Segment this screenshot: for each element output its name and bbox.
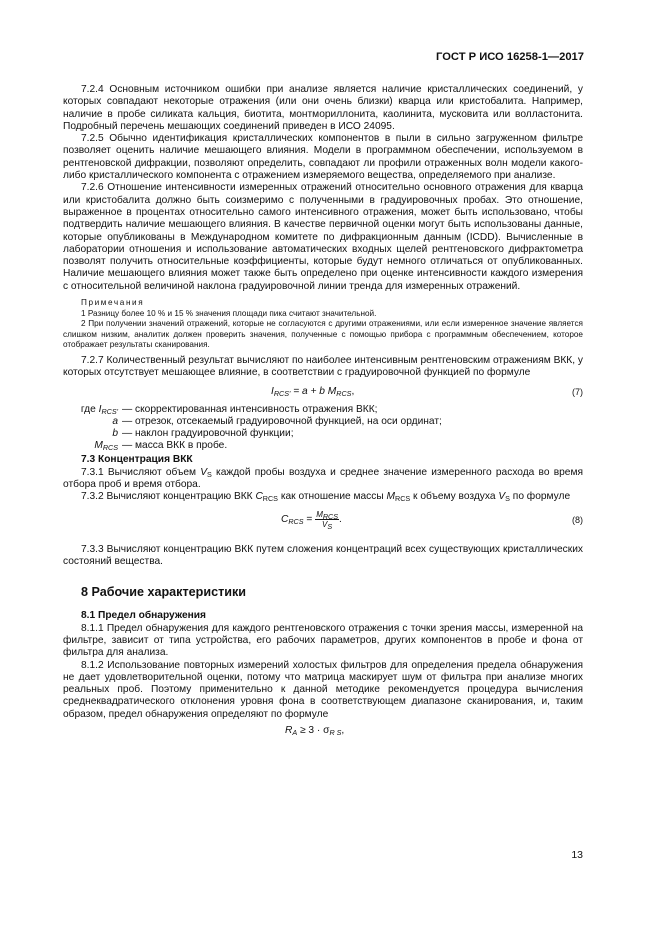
formula-9: [63, 721, 583, 745]
paragraph-7-3-2: 7.3.2 Вычисляют концентрацию ВКК $C_{RCS}$ как отношение массы $M_{RCS}$ к объему воздуха $V_S$ по формуле: [81, 491, 571, 504]
note-1: 1 Разницу более 10 % и 15 % значения площади пика считают значительной.: [81, 308, 377, 318]
notes-heading: Примечания: [81, 298, 145, 308]
paragraph-7-2-7: 7.2.7 Количественный результат вычисляют по наиболее интенсивным рентгеновским отражениям ВКК, у которых отсутствует мешающее влияние, в соответствии с градуировочной функцией по формуле: [63, 354, 583, 379]
document-header: ГОСТ Р ИСО 16258-1—2017: [436, 51, 584, 63]
section-8-1-heading: 8.1 Предел обнаружения: [81, 610, 206, 622]
paragraph-8-1-2: 8.1.2 Использование повторных измерений холостых фильтров для определения предела обнаружения не дает удовлетворительной оценки, потому что матрица маскирует шум от фильтра при анализе многих реальных проб. Поэтому применительно к данной методике рекомендуется процедура вычисления среднеквадратического отклонения уровня фона в соответствующем диапазоне сканирования, и, таким образом, предел обнаружения определяют по формуле: [63, 659, 583, 720]
paragraph-8-1-1: 8.1.1 Предел обнаружения для каждого рентгеновского отражения с точки зрения массы, измеренной на фильтре, зависит от типа устройства, его рабочих параметров, других компонентов в пробе и фона от фильтра для анализа.: [63, 622, 583, 659]
formula-7-number: (7): [572, 386, 583, 397]
paragraph-7-2-6: 7.2.6 Отношение интенсивности измеренных отражений относительно основного отражения для кварца или кристобалита должно быть соизмеримо с полученными в градуировочных пробах. Это отношение, выраженное в процентах относительно самого интенсивного отражения, может быть использовано, чтобы подтвердить наличие мешающего влияния. В качестве первичной оценки могут быть использованы данные, которые опубликованы в Международном комитете по дифракционным данным (ICDD). Вычисленные в лаборатории отношения и использование автоматических входных щелей рентгеновского дифрактометра позволят получить относительные коэффициенты, которые будут немного отличаться от опубликованных. Наличие мешающего влияния может также быть определено при оценке интенсивности каждого измерения с относительной величиной наклона градуировочной линии тренда для измеренных отражений.: [63, 182, 583, 292]
formula-7-expression: $I_{RCS'} = a + b$ $M_{RCS}$,: [271, 385, 355, 398]
definition-row: b — наклон градуировочной функции;: [112, 427, 294, 439]
paragraph-7-2-5: 7.2.5 Обычно идентификация кристаллических компонентов в пыли в сильно загруженном фильтре позволяет оценить наличие мешающего влияния. Модели в программном обеспечении, используемом в рентгеновской дифракции, позволяют определить, совпадают ли профили отраженных волн модели какого-либо кристаллического компонента с отражением измеряемого вещества, определяемого при анализе.: [63, 133, 583, 182]
page-body: [63, 84, 583, 745]
definition-row: a — отрезок, отсекаемый градуировочной функцией, на оси ординат;: [112, 415, 442, 427]
paragraph-7-3-3: 7.3.3 Вычисляют концентрацию ВКК путем сложения концентраций всех существующих кристаллических состояний вещества.: [63, 543, 583, 567]
formula-8: [63, 504, 583, 540]
formula-7: [63, 380, 583, 404]
definition-row: $M_{RCS}$ — масса ВКК в пробе.: [94, 440, 228, 453]
formula-8-number: (8): [572, 514, 583, 525]
section-8-heading: 8 Рабочие характеристики: [81, 585, 247, 600]
definition-row: где $I_{RCS'}$ — скорректированная интенсивность отражения ВКК;: [80, 403, 378, 416]
where-definitions: [63, 404, 583, 453]
formula-8-fraction: $\frac{M_{RCS}}{V_S}$: [316, 509, 339, 531]
formula-9-expression: $R_A \ge 3 \cdot \sigma_{R S}$,: [285, 725, 345, 738]
note-2: 2 При получении значений отражений, которые не согласуются с другими отражениями, или если измеренное значение является слишком низким, аналитик должен проверить значения, полученные с помощью прибора с программным обеспечением, которое отображает результаты сканирования.: [63, 319, 583, 350]
paragraph-7-3-1: 7.3.1 Вычисляют объем $V_S$ каждой пробы воздуха и среднее значение измеренного расхода во время отбора проб и время отбора.: [63, 466, 583, 490]
formula-8-expression: $C_{RCS}$ = $\frac{M_{RCS}}{V_S}$ .: [281, 509, 342, 531]
paragraph-7-2-4: 7.2.4 Основным источником ошибки при анализе является наличие кристаллических соединений, у которых совпадают некоторые отражения (или они очень близки) кварца или кристобалита. Например, наличие в пробе силиката кальция, биотита, монтмориллонита, каолинита, мусковита или волластонита. Подробный перечень мешающих соединений приведен в ИСО 24095.: [63, 84, 583, 132]
page-number: 13: [571, 849, 583, 861]
section-7-3-heading: 7.3 Концентрация ВКК: [81, 454, 193, 466]
